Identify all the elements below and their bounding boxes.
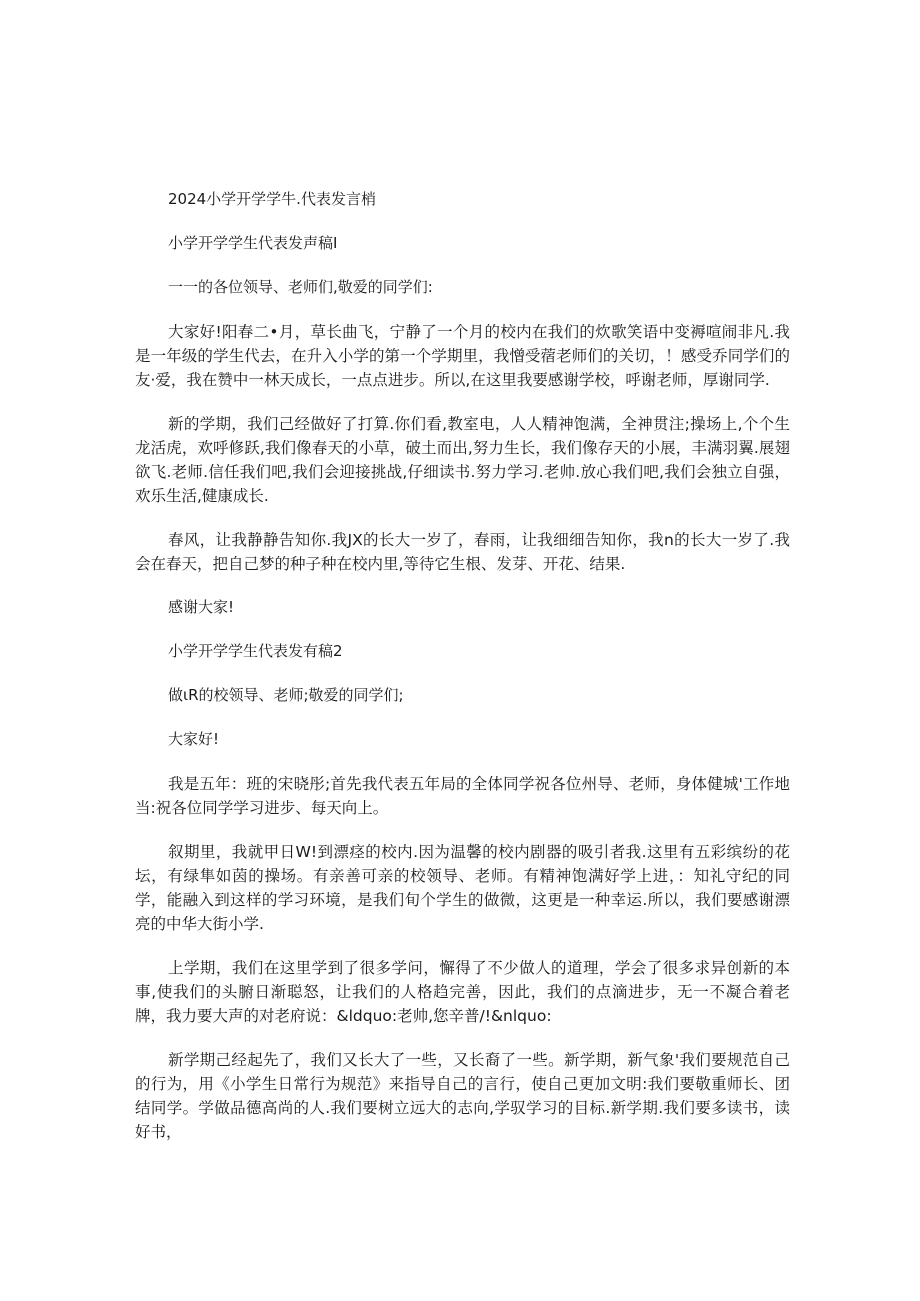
- document-title: 2024小学开学学牛.代表发言梢: [168, 190, 376, 208]
- speech1-paragraph-1: 大家好!阳春二•月，草长曲飞，宁静了一个月的校内在我们的炊歌笑语中变褥喧闹非凡.我是一年级的学生代去，在升入小学的第一个学期里，我憎受蓿老师们的关切，！感受乔同学们的友·爱，我在赞中一林天成长，一点点进步。所以,在这里我要感谢学校，呼谢老师，厚谢同学.: [135, 323, 790, 389]
- speech2-paragraph-4: 新学期己经起先了，我们又长大了一些，又长裔了一些。新学期，新气象'我们要规范自己的行为，用《小学生日常行为规范》来指导自己的言行，使自己更加文明:我们要敬重师长、团结同学。学做品德高尚的人.我们要树立远大的志向,学驭学习的目标.新学期.我们要多读书，读好书，: [135, 1051, 790, 1141]
- speech1-paragraph-3: 春风，让我静静告知你.我JX的长大一岁了，春雨，让我细细告知你，我n的长大一岁了.我会在春天，把自己梦的种子种在校内里,等待它生根、发芽、开花、结果.: [135, 531, 790, 573]
- speech1-heading: 小学开学学生代表发声稿I: [168, 234, 338, 252]
- speech1-salutation: 一一的各位领导、老师们,敬爱的同学们:: [168, 278, 433, 296]
- speech2-heading: 小学开学学生代表发有稿2: [168, 642, 343, 660]
- document-body: [135, 188, 790, 1144]
- speech2-paragraph-3: 上学期，我们在这里学到了很多学问，懈得了不少做人的道理，学会了很多求异创新的本事,使我们的头腑日渐聪怒，让我们的人格趋完善，因此，我们的点滴进步，无一不凝合着老牌，我力要大声的对老府说：&ldquo:老帅,您辛普/!&nlquo:: [135, 959, 790, 1025]
- speech1-closing: 感谢大家!: [168, 598, 235, 616]
- speech1-paragraph-2: 新的学期，我们己经做好了打算.你们看,教室电，人人精神饱满，全神贯注;操场上,个个生龙活虎，欢呼修跃,我们像春天的小草，破土而出,努力生长，我们像存天的小展，丰满羽翼.展翅欲飞.老师.信任我们吧,我们会迎接挑战,仔细读书.努力学习.老帅.放心我们吧,我们会独立自强，欢乐生活,健康成长.: [135, 415, 790, 505]
- speech2-paragraph-2: 叙期里，我就甲日W!到漂痉的校内.因为温馨的校内剧器的吸引者我.这里有五彩缤纷的花坛，有绿隼如茵的操场。有亲善可亲的校领导、老师。有精神饱满好学上进，：知礼守纪的同学，能融入到这样的学习环境，是我们旬个学生的做微，这更是一种幸运.所以，我们要感谢漂亮的中华大街小学.: [135, 843, 790, 933]
- speech2-paragraph-1: 我是五年：班的宋晓彤;首先我代表五年局的全体同学祝各位州导、老师，身体健城'工作地当:祝各位同学学习进步、每天向上。: [135, 775, 790, 817]
- speech2-salutation: 做ιR的校领导、老师;敬爱的同学们;: [168, 686, 404, 704]
- speech2-greeting: 大家好!: [168, 730, 220, 748]
